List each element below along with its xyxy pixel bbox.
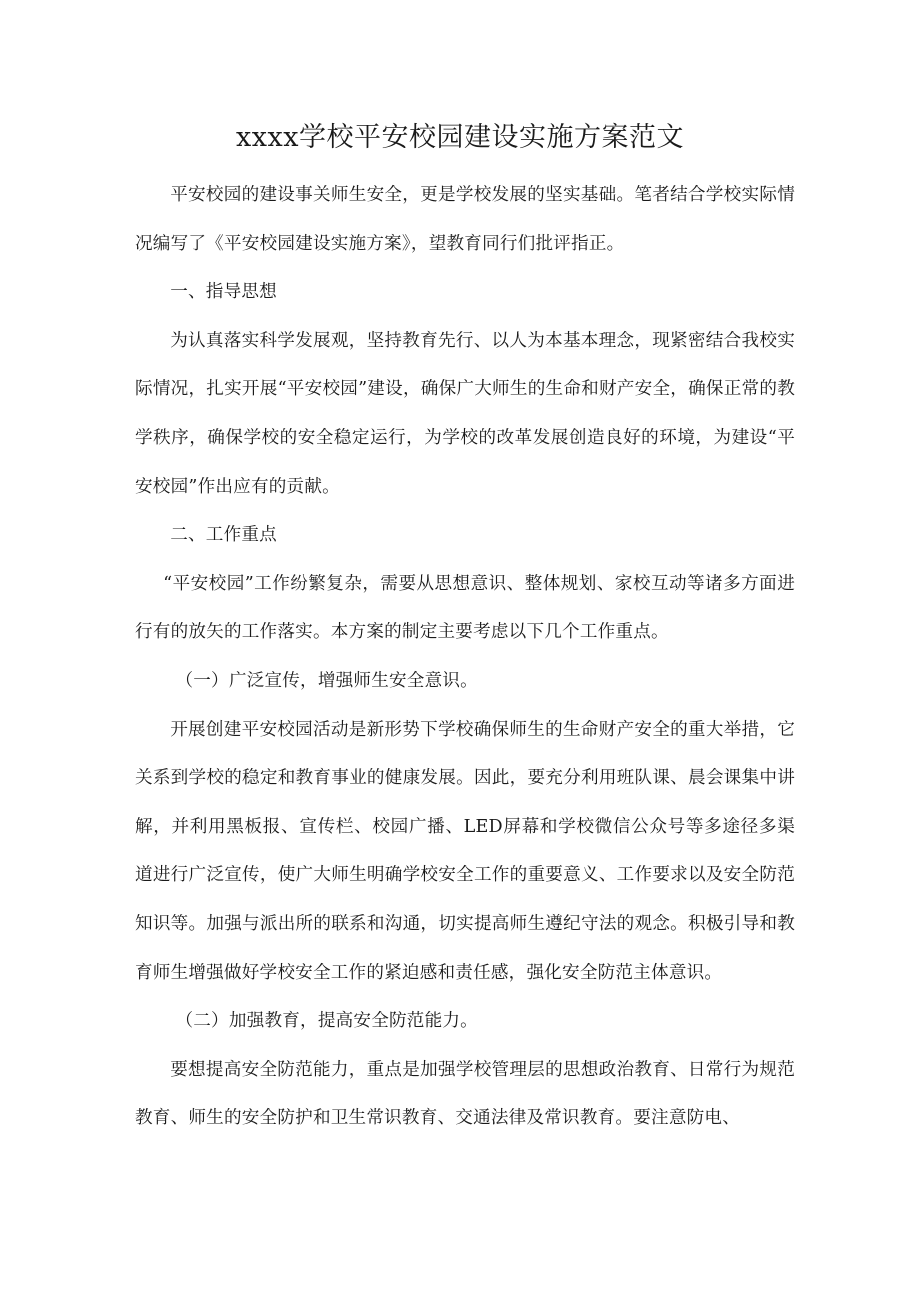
section-heading-work-focus: 二、工作重点 xyxy=(170,525,277,546)
education-paragraph: 要想提高安全防范能力，重点是加强学校管理层的思想政治教育、日常行为规范教育、师生的安全防护和卫生常识教育、交通法律及常识教育。要注意防电、 xyxy=(135,1059,795,1129)
work-focus-paragraph: “平安校园”工作纷繁复杂，需要从思想意识、整体规划、家校互动等诸多方面进行有的放矢的工作落实。本方案的制定主要考虑以下几个工作重点。 xyxy=(135,573,795,643)
intro-paragraph: 平安校园的建设事关师生安全，更是学校发展的坚实基础。笔者结合学校实际情况编写了《平安校园建设实施方案》，望教育同行们批评指正。 xyxy=(135,185,795,254)
guiding-ideology-paragraph: 为认真落实科学发展观，坚持教育先行、以人为本基本理念，现紧密结合我校实际情况，扎实开展“平安校园”建设，确保广大师生的生命和财产安全，确保正常的教学秩序，确保学校的安全稳定运行，为学校的改革发展创造良好的环境，为建设“平安校园”作出应有的贡献。 xyxy=(135,330,795,497)
subsection-heading-publicity: （一）广泛宣传，增强师生安全意识。 xyxy=(175,670,478,691)
document-title: xxxx学校平安校园建设实施方案范文 xyxy=(236,122,684,153)
document-body xyxy=(135,171,795,1143)
section-heading-guiding-ideology: 一、指导思想 xyxy=(170,282,277,303)
subsection-heading-education: （二）加强教育，提高安全防范能力。 xyxy=(175,1011,478,1032)
publicity-paragraph: 开展创建平安校园活动是新形势下学校确保师生的生命财产安全的重大举措，它关系到学校的稳定和教育事业的健康发展。因此，要充分利用班队课、晨会课集中讲解，并利用黑板报、宣传栏、校园广播、LED屏幕和学校微信公众号等多途径多渠道进行广泛宣传，使广大师生明确学校安全工作的重要意义、工作要求以及安全防范知识等。加强与派出所的联系和沟通，切实提高师生遵纪守法的观念。积极引导和教育师生增强做好学校安全工作的紧迫感和责任感，强化安全防范主体意识。 xyxy=(135,719,795,983)
